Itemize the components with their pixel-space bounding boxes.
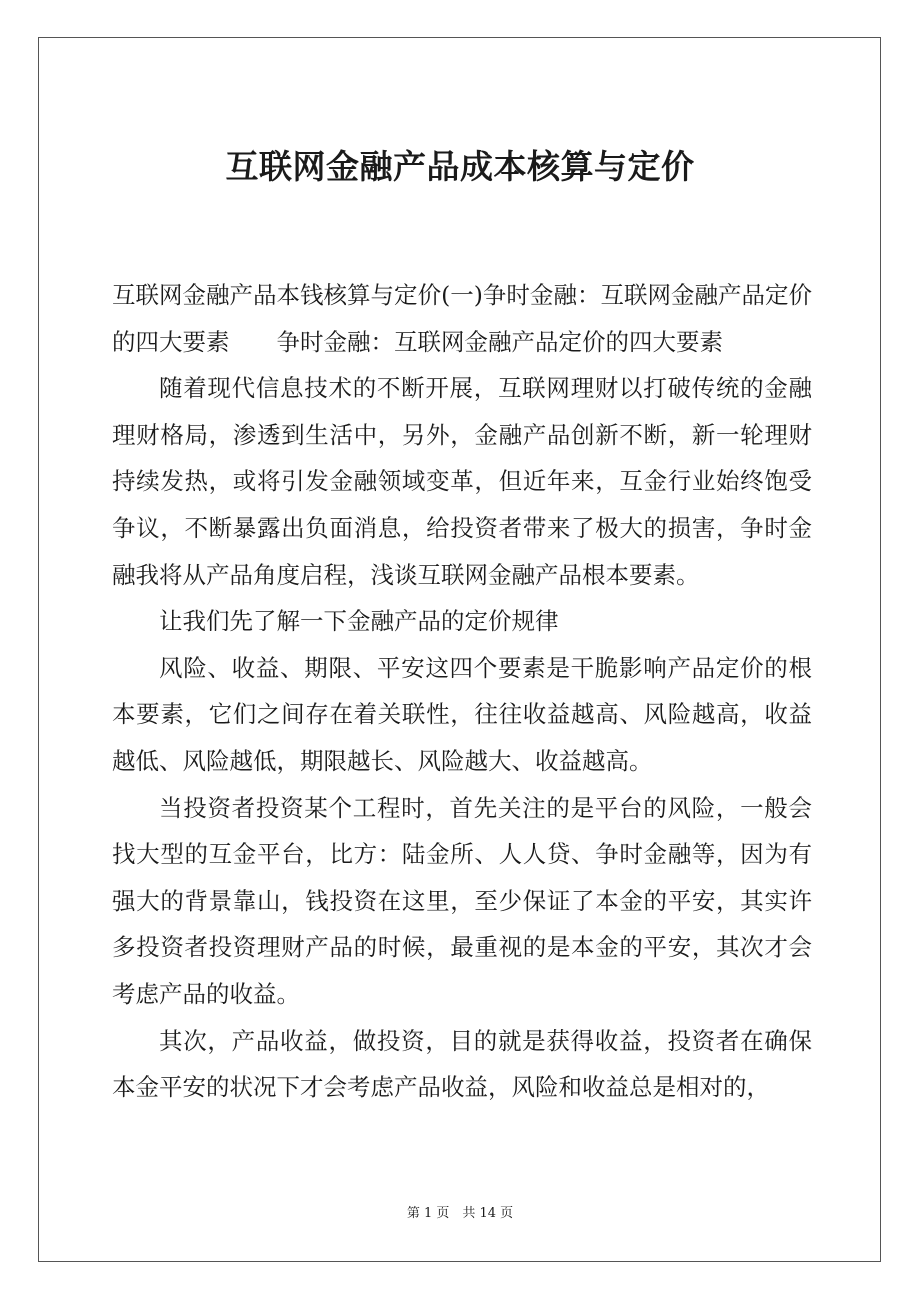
paragraph: 风险、收益、期限、平安这四个要素是干脆影响产品定价的根本要素，它们之间存在着关联性，往往收益越高、风险越高，收益越低、风险越低，期限越长、风险越大、收益越高。 (112, 653, 812, 775)
document-title: 互联网金融产品成本核算与定价 (225, 147, 695, 186)
document-body (112, 272, 812, 1111)
paragraph: 随着现代信息技术的不断开展，互联网理财以打破传统的金融理财格局，渗透到生活中，另外，金融产品创新不断，新一轮理财持续发热，或将引发金融领域变革，但近年来，互金行业始终饱受争议，不断暴露出负面消息，给投资者带来了极大的损害，争时金融我将从产品角度启程，浅谈互联网金融产品根本要素。 (112, 374, 812, 589)
page-number-footer: 第 1 页 共 14 页 (406, 1206, 514, 1221)
paragraph: 让我们先了解一下金融产品的定价规律 (159, 607, 559, 636)
paragraph: 其次，产品收益，做投资，目的就是获得收益，投资者在确保本金平安的状况下才会考虑产品收益，风险和收益总是相对的， (112, 1026, 812, 1102)
paragraph: 当投资者投资某个工程时，首先关注的是平台的风险，一般会找大型的互金平台，比方：陆金所、人人贷、争时金融等，因为有强大的背景靠山，钱投资在这里，至少保证了本金的平安，其实许多投资者投资理财产品的时候，最重视的是本金的平安，其次才会考虑产品的收益。 (112, 793, 812, 1008)
paragraph: 互联网金融产品本钱核算与定价(一)争时金融：互联网金融产品定价的四大要素 争时金融：互联网金融产品定价的四大要素 (112, 281, 812, 356)
